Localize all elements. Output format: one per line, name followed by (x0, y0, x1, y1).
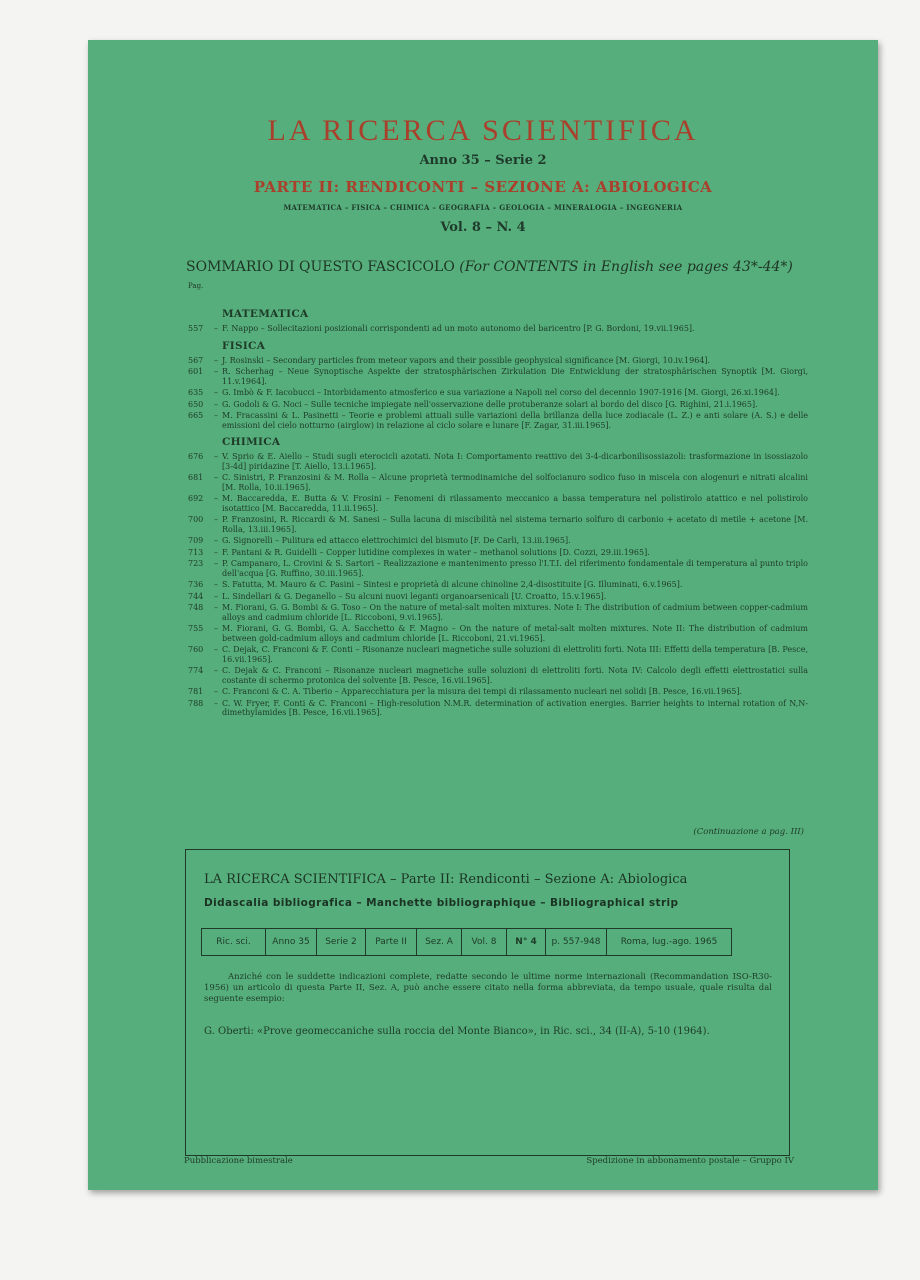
entry-page: 681 (188, 473, 204, 482)
strip-subtitle: Didascalia bibliografica – Manchette bibliographique – Bibliographical strip (204, 897, 679, 909)
citation-cell: Vol. 8 (461, 928, 507, 956)
entry-dash: – (214, 645, 218, 654)
entry-text: R. Scherhag – Neue Synoptische Aspekte der stratosphärischen Zirkulation Die Entwicklung der stratosphärischen Synoptik [M. Giorgi, 11.v.1964]. (222, 367, 808, 386)
entry-text: F. Pantani & R. Guidelli – Copper lutidine complexes in water – methanol solutions [D. Cozzi, 29.iii.1965]. (222, 547, 650, 557)
entry-page: 692 (188, 494, 204, 503)
entry-dash: – (214, 547, 218, 557)
toc-entry (188, 494, 808, 513)
citation-note: Anziché con le suddette indicazioni complete, redatte secondo le ultime norme internazionali (Recommandation ISO-R30-1956) un articolo di questa Parte II, Sez. A, può anche essere citato nella forma abbreviata, da tempo usuale, quale risulta dal seguente esempio: (204, 972, 772, 1004)
entry-text: S. Fatutta, M. Mauro & C. Pasini – Sintesi e proprietà di alcune chinoline 2,4-disostituite [G. Illuminati, 6.v.1965]. (222, 580, 683, 589)
toc-entry (188, 666, 808, 685)
entry-page: 723 (188, 559, 204, 568)
entry-dash: – (214, 536, 218, 545)
entry-page: 700 (188, 515, 204, 524)
entry-page: 744 (188, 591, 204, 601)
entry-dash: – (214, 624, 218, 633)
entry-page: 635 (188, 388, 204, 397)
strip-title: LA RICERCA SCIENTIFICA – Parte II: Rendiconti – Sezione A: Abiologica (204, 872, 688, 887)
entry-dash: – (214, 580, 218, 589)
entry-page: 774 (188, 666, 204, 675)
toc-entry (188, 452, 808, 471)
entry-text: F. Nappo – Sollecitazioni posizionali corrispondenti ad un moto autonomo del baricentro [P. G. Bordoni, 19.vii.1965]. (222, 324, 695, 333)
volume-number: Vol. 8 – N. 4 (440, 220, 526, 235)
entry-text: C. Franconi & C. A. Tiberio – Apparecchiatura per la misura dei tempi di rilassamento nucleari nei solidi [B. Pesce, 16.vii.1965]. (222, 687, 743, 696)
entry-dash: – (214, 324, 218, 333)
summary-heading (186, 259, 793, 275)
entry-dash: – (214, 603, 218, 612)
citation-cell: Sez. A (416, 928, 462, 956)
entry-text: P. Franzosini, R. Riccardi & M. Sanesi – Sulla lacuna di miscibilità nel sistema ternario solfuro di carbonio + acetato di metile + acetone [M. Rolla, 13.iii.1965]. (222, 515, 808, 534)
toc-entry (188, 324, 808, 334)
toc-entry (188, 411, 808, 430)
page-column-label: Pag. (188, 282, 204, 290)
citation-example: G. Oberti: «Prove geomeccaniche sulla roccia del Monte Bianco», in Ric. sci., 34 (II-A), 5-10 (1964). (204, 1026, 710, 1037)
citation-cell: Ric. sci. (201, 928, 266, 956)
entry-page: 567 (188, 355, 204, 365)
citation-cell: N° 4 (506, 928, 546, 956)
entry-text: V. Sprio & E. Aiello – Studi sugli eterocicli azotati. Nota I: Comportamento reattivo dei 3-4-dicarbonilisossiazoli: trasformazione in isossiazolo [3-4d] piridazine [T. Aiello, 13.i.1965]. (222, 452, 808, 471)
entry-page: 650 (188, 399, 204, 409)
entry-dash: – (214, 367, 218, 376)
toc-entry (188, 645, 808, 664)
citation-cells (202, 928, 772, 956)
entry-text: L. Sindellari & G. Deganello – Su alcuni nuovi leganti organoarsenicali [U. Croatto, 15.v.1965]. (222, 591, 607, 601)
summary-title: SOMMARIO DI QUESTO FASCICOLO (186, 259, 455, 275)
entry-page: 709 (188, 536, 204, 545)
toc-entry (188, 548, 808, 558)
part-section: PARTE II: RENDICONTI – SEZIONE A: ABIOLOGICA (253, 178, 713, 196)
entry-text: M. Baccaredda, E. Butta & V. Frosini – Fenomeni di rilassamento meccanico a bassa temperatura nel polistirolo atattico e nel polistirolo isotattico [M. Baccaredda, 11.ii.1965]. (222, 494, 808, 513)
citation-cell: Roma, lug.-ago. 1965 (606, 928, 732, 956)
toc-entry (188, 580, 808, 590)
citation-cell: Serie 2 (316, 928, 366, 956)
entry-page: 736 (188, 580, 204, 589)
entry-dash: – (214, 388, 218, 397)
journal-cover (88, 40, 878, 1190)
entry-dash: – (214, 399, 218, 409)
entry-dash: – (214, 452, 218, 461)
entry-text: J. Rosinski – Secondary particles from meteor vapors and their possible geophysical significance [M. Giorgi, 10.iv.1964]. (222, 355, 711, 365)
entry-page: 748 (188, 603, 204, 612)
entry-text: G. Imbò & F. Iacobucci – Intorbidamento atmosferico e sua variazione a Napoli nel corso del decennio 1907-1916 [M. Giorgi, 26.xi.1964]. (222, 388, 780, 397)
entry-dash: – (214, 698, 218, 708)
entry-text: M. Fiorani, G. G. Bombi, G. A. Sacchetto & F. Magno – On the nature of metal-salt molten mixtures. Note II: The distribution of cadmium between gold-cadmium alloys and cadmium chloride [L. Riccoboni, 21.vi.1965]. (222, 624, 808, 643)
entry-dash: – (214, 666, 218, 675)
entry-text: C. Dejak & C. Franconi – Risonanze nucleari magnetiche sulle soluzioni di elettroliti forti. Nota IV: Calcolo degli effetti elettrostatici sulla costante di schermo protonica del solvente [B. Pesce, 16.vii.1965]. (222, 666, 808, 685)
toc-entry (188, 515, 808, 534)
entry-text: M. Fracassini & L. Pasinetti – Teorie e problemi attuali sulle variazioni della brillanza della luce zodiacale (L. Z.) e anti solare (A. S.) e delle emissioni del cielo notturno (airglow) in relazione al ciclo solare e lunare [F. Zagar, 31.iii.1965]. (222, 411, 808, 430)
entry-dash: – (214, 591, 218, 601)
entry-text: G. Signorelli – Pulitura ed attacco elettrochimici del bismuto [F. De Carli, 13.iii.1965]. (222, 536, 571, 545)
entry-dash: – (214, 687, 218, 696)
entry-dash: – (214, 494, 218, 503)
toc-entry (188, 536, 808, 546)
english-contents-note: (For CONTENTS in English see pages 43*-44*) (459, 259, 793, 275)
year-series: Anno 35 – Serie 2 (419, 153, 547, 168)
entry-page: 788 (188, 698, 204, 708)
entry-page: 755 (188, 624, 204, 633)
publication-frequency: Pubblicazione bimestrale (184, 1156, 293, 1166)
entry-page: 601 (188, 367, 204, 376)
entry-dash: – (214, 411, 218, 420)
toc-entry (188, 367, 808, 386)
entry-page: 557 (188, 324, 204, 333)
entry-page: 676 (188, 452, 204, 461)
entry-dash: – (214, 473, 218, 482)
toc-entry (188, 603, 808, 622)
entry-text: C. Dejak, C. Franconi & F. Conti – Risonanze nucleari magnetiche sulle soluzioni di elettroliti forti. Nota III: Effetti della temperatura [B. Pesce, 16.vii.1965]. (222, 645, 808, 664)
toc-entry (188, 687, 808, 697)
citation-cell: Parte II (365, 928, 417, 956)
toc-entry (188, 356, 808, 366)
bibliographical-strip (185, 849, 790, 1156)
disciplines-line: MATEMATICA – FISICA – CHIMICA – GEOGRAFIA – GEOLOGIA – MINERALOGIA – INGEGNERIA (283, 203, 683, 212)
entry-dash: – (214, 355, 218, 365)
citation-cell: Anno 35 (265, 928, 317, 956)
toc-entry (188, 559, 808, 578)
entry-dash: – (214, 559, 218, 568)
entry-text: C. W. Fryer, F. Conti & C. Franconi – High-resolution N.M.R. determination of activation energies. Barrier heights to internal rotation of N,N-dimethylamides [B. Pesce, 16.vii.1965]. (222, 698, 808, 717)
section-heading: MATEMATICA (222, 308, 309, 320)
entry-text: P. Campanaro, L. Crovini & S. Sartori – Realizzazione e mantenimento presso l'I.T.I. del riferimento fondamentale di temperatura al punto triplo dell'acqua [G. Ruffino, 30.iii.1965]. (222, 559, 808, 578)
entry-text: C. Sinistri, P. Franzosini & M. Rolla – Alcune proprietà termodinamiche del solfocianuro sodico fuso in miscela con alogenuri e nitrati alcalini [M. Rolla, 10.ii.1965]. (222, 473, 808, 492)
toc-entry (188, 400, 808, 410)
toc-entry (188, 592, 808, 602)
entry-page: 665 (188, 411, 204, 420)
table-of-contents (188, 302, 808, 720)
citation-cell: p. 557-948 (545, 928, 607, 956)
toc-entry (188, 624, 808, 643)
toc-entry (188, 699, 808, 718)
entry-text: G. Godoli & G. Noci – Sulle tecniche impiegate nell'osservazione delle protuberanze solari al bordo del disco [G. Righini, 21.i.1965]. (222, 399, 758, 409)
postal-note: Spedizione in abbonamento postale – Gruppo IV (586, 1156, 794, 1166)
entry-text: M. Fiorani, G. G. Bombi & G. Toso – On the nature of metal-salt molten mixtures. Note I: The distribution of cadmium between copper-cadmium alloys and cadmium chloride [L. Riccoboni, 9.vi.1965]. (222, 603, 808, 622)
entry-page: 781 (188, 687, 204, 696)
entry-page: 713 (188, 547, 204, 557)
continuation-note: (Continuazione a pag. III) (693, 827, 804, 837)
section-heading: CHIMICA (222, 436, 281, 448)
section-heading: FISICA (222, 339, 266, 352)
journal-title: LA RICERCA SCIENTIFICA (267, 114, 699, 147)
toc-entry (188, 473, 808, 492)
toc-entry (188, 388, 808, 398)
entry-dash: – (214, 515, 218, 524)
entry-page: 760 (188, 645, 204, 654)
